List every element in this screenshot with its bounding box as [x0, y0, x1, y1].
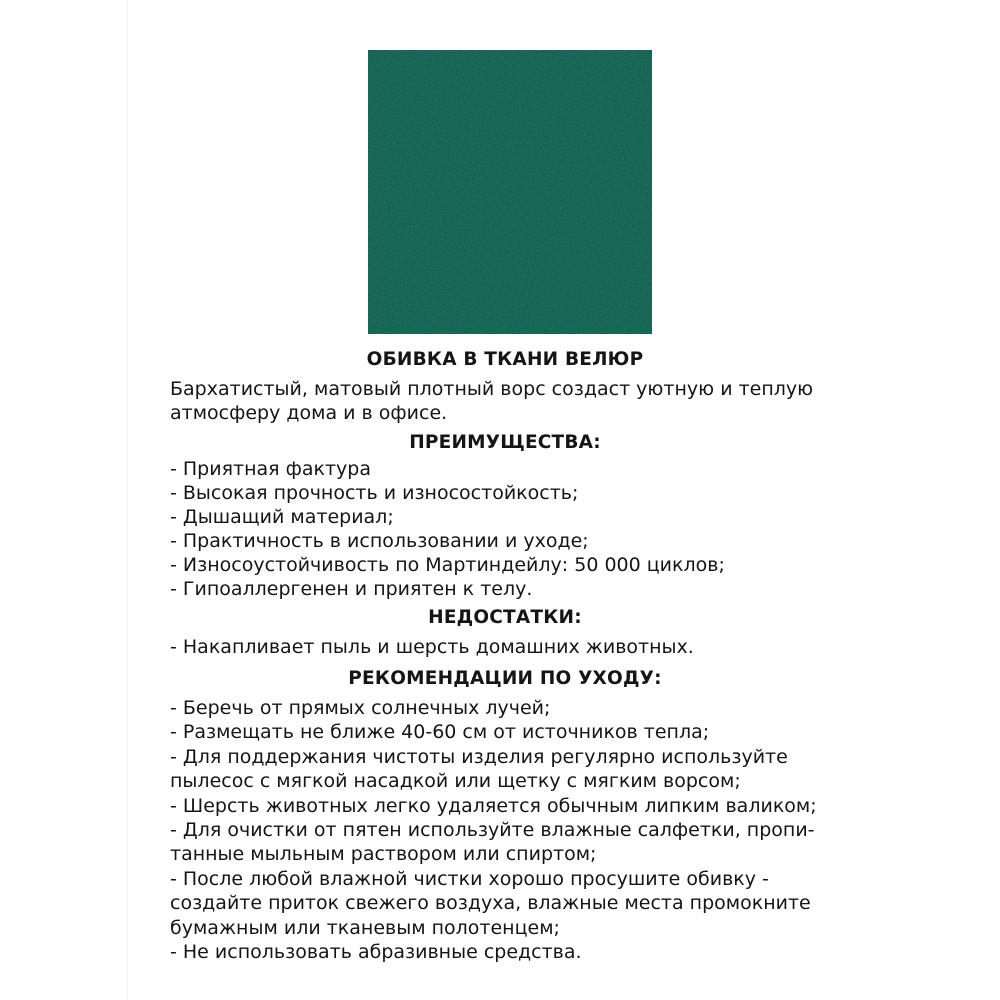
care-list: [170, 696, 840, 964]
intro-line-1: Бархатистый, матовый плотный ворс создаст уютную и теплую: [170, 378, 814, 400]
advantages-heading: ПРЕИМУЩЕСТВА:: [409, 432, 601, 453]
list-item: - Для поддержания чистоты изделия регулярно используйте: [170, 745, 788, 768]
list-item: - Гипоаллергенен и приятен к телу.: [170, 578, 533, 600]
list-item: - Накапливает пыль и шерсть домашних животных.: [170, 636, 694, 658]
intro-line-2: атмосферу дома и в офисе.: [170, 402, 448, 424]
list-item: - Высокая прочность и износостойкость;: [170, 482, 579, 504]
list-item: - Дышащий материал;: [170, 506, 394, 528]
advantages-list: [170, 457, 840, 601]
care-heading: РЕКОМЕНДАЦИИ ПО УХОДУ:: [348, 668, 662, 689]
list-item: - Приятная фактура: [170, 458, 372, 480]
list-item: создайте приток свежего воздуха, влажные места промокните: [170, 892, 811, 915]
list-item: танные мыльным раствором или спиртом;: [170, 843, 597, 866]
page-edge-divider: [127, 0, 128, 1000]
fabric-swatch-image: [368, 50, 652, 334]
disadvantages-list: [170, 635, 840, 659]
list-item: бумажным или тканевым полотенцем;: [170, 916, 560, 939]
list-item: - Не использовать абразивные средства.: [170, 941, 582, 964]
page-title: ОБИВКА В ТКАНИ ВЕЛЮР: [366, 349, 644, 370]
list-item: - После любой влажной чистки хорошо просушите обивку -: [170, 867, 769, 890]
list-item: - Размещать не ближе 40-60 см от источников тепла;: [170, 721, 710, 744]
list-item: - Беречь от прямых солнечных лучей;: [170, 697, 551, 719]
list-item: пылесос с мягкой насадкой или щетку с мягким ворсом;: [170, 770, 741, 793]
list-item: - Шерсть животных легко удаляется обычным липким валиком;: [170, 794, 817, 817]
list-item: - Практичность в использовании и уходе;: [170, 530, 589, 552]
disadvantages-heading: НЕДОСТАТКИ:: [428, 607, 582, 628]
list-item: - Для очистки от пятен используйте влажные салфетки, пропи-: [170, 819, 815, 842]
description-block: [170, 346, 840, 964]
list-item: - Износоустойчивость по Мартиндейлу: 50 000 циклов;: [170, 554, 725, 576]
